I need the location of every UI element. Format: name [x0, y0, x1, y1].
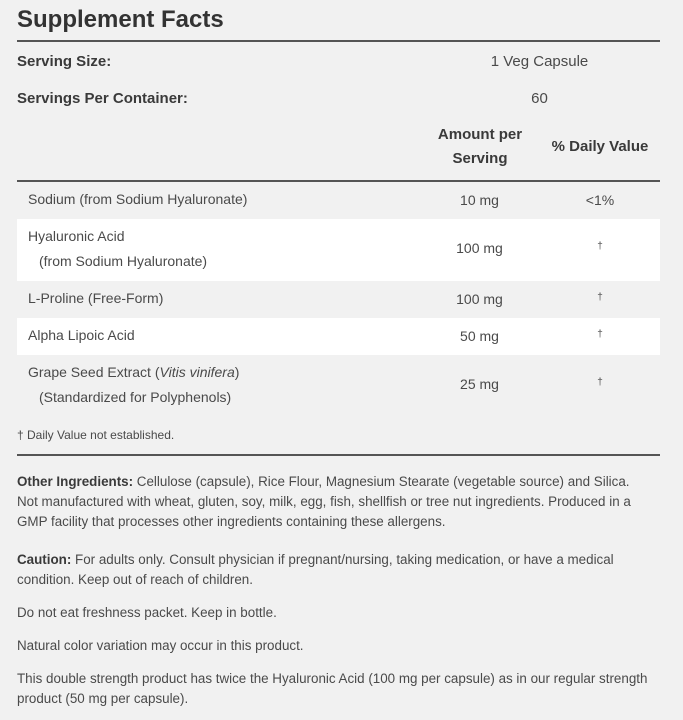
nutrient-amount: 100 mg — [456, 240, 503, 256]
nutrient-amount: 25 mg — [460, 376, 499, 392]
amount-per-serving-header: Amount per Serving — [437, 126, 523, 167]
nutrient-amount: 50 mg — [460, 328, 499, 344]
serving-size-label: Serving Size: — [17, 53, 112, 70]
nutrient-row — [17, 318, 660, 355]
note-double-strength: This double strength product has twice the Hyaluronic Acid (100 mg per capsule) as in our regular strength product (50 mg per capsule). — [17, 671, 648, 706]
nutrient-name: L-Proline (Free-Form) — [28, 290, 164, 306]
servings-per-container-value: 60 — [531, 90, 548, 107]
nutrient-amount: 100 mg — [456, 291, 503, 307]
servings-per-container-label: Servings Per Container: — [17, 90, 188, 107]
nutrient-row — [17, 281, 660, 318]
nutrient-name: Hyaluronic Acid (from Sodium Hyaluronate) — [28, 228, 208, 269]
daily-value-footnote: † Daily Value not established. — [17, 428, 175, 442]
nutrient-row — [17, 182, 660, 219]
nutrient-amount: 10 mg — [460, 192, 499, 208]
serving-size-value: 1 Veg Capsule — [490, 53, 589, 70]
nutrient-row — [17, 219, 660, 281]
note-freshness: Do not eat freshness packet. Keep in bottle. — [17, 605, 277, 620]
nutrient-daily-value: <1% — [585, 192, 615, 208]
footnote-divider — [17, 454, 660, 456]
title-divider — [17, 40, 660, 42]
note-color-variation: Natural color variation may occur in this product. — [17, 638, 304, 653]
nutrient-daily-value: † — [597, 292, 603, 303]
daily-value-header: % Daily Value — [551, 138, 649, 155]
nutrient-name: Sodium (from Sodium Hyaluronate) — [28, 191, 248, 207]
nutrient-daily-value: † — [597, 241, 603, 252]
nutrient-name: Grape Seed Extract (Vitis vinifera) (Standardized for Polyphenols) — [28, 364, 240, 405]
nutrient-daily-value: † — [597, 329, 603, 340]
nutrient-daily-value: † — [597, 377, 603, 388]
nutrient-row — [17, 355, 660, 417]
caution-text: Caution: For adults only. Consult physician if pregnant/nursing, taking medication, or have a medical condition. Keep out of reach of children. — [17, 552, 614, 587]
other-ingredients: Other Ingredients: Cellulose (capsule), Rice Flour, Magnesium Stearate (vegetable source) and Silica. Not manufactured with wheat, gluten, soy, milk, egg, fish, shellfish or tree nut ingredients. Produced in a GMP facility that processes other ingredients containing these allergens. — [17, 474, 631, 529]
nutrient-name: Alpha Lipoic Acid — [28, 327, 135, 343]
page-title: Supplement Facts — [17, 6, 224, 33]
